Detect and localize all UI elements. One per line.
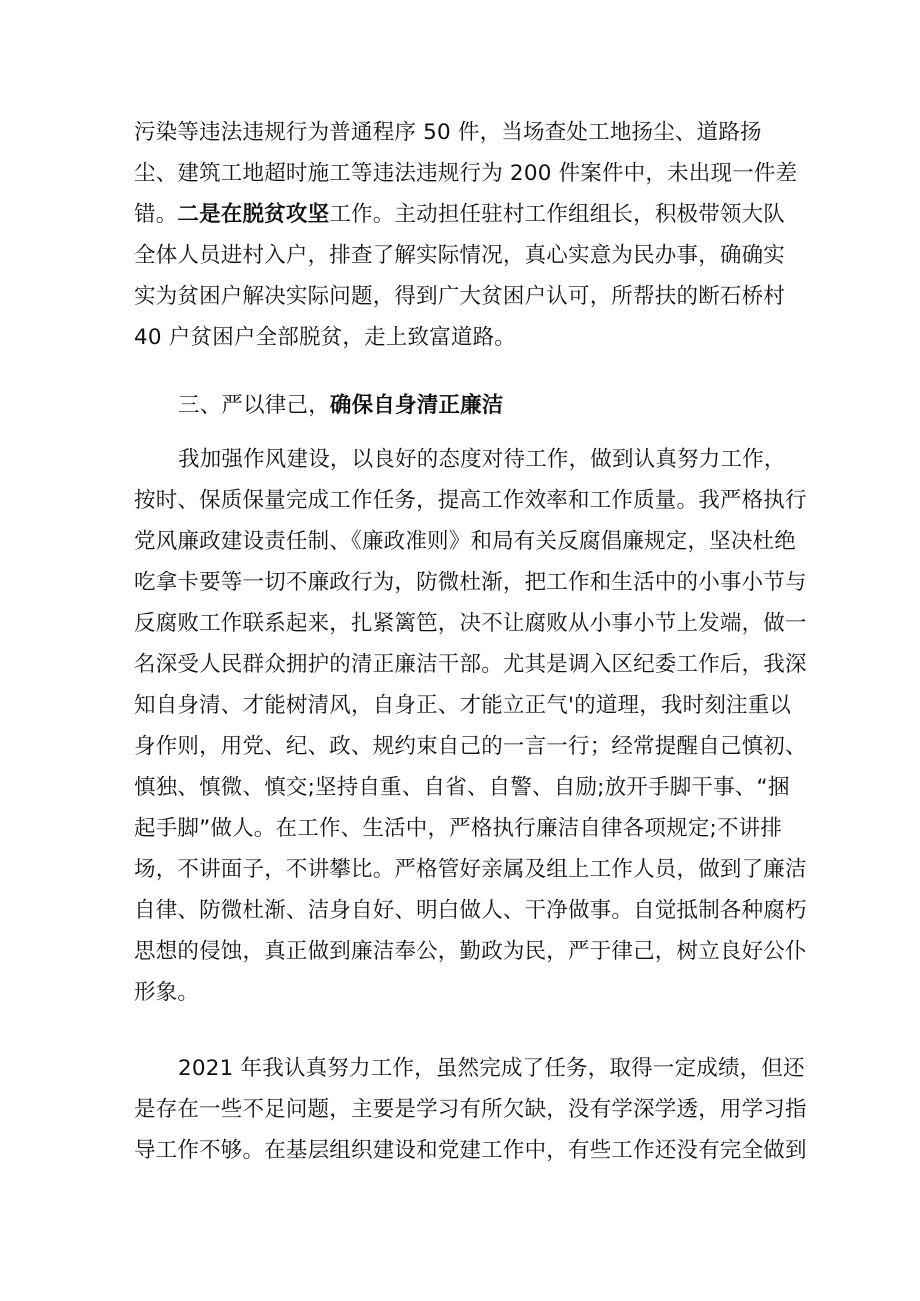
paragraph-line: 党风廉政建设责任制、《廉政准则》和局有关反腐倡廉规定，坚决杜绝 xyxy=(134,529,796,554)
paragraph-line: 是存在一些不足问题，主要是学习有所欠缺，没有学深学透，用学习指 xyxy=(134,1097,807,1122)
section-heading: 三、严以律己，确保自身清正廉洁 xyxy=(178,393,504,418)
bold-phrase: 二是在脱贫攻坚 xyxy=(177,202,330,227)
paragraph-line: 错。二是在脱贫攻坚工作。主动担任驻村工作组组长，积极带领大队 xyxy=(134,202,786,227)
paragraph-line: 场，不讲面子，不讲攀比。严格管好亲属及组上工作人员，做到了廉洁 xyxy=(134,857,807,882)
paragraph-line: 身作则，用党、纪、政、规约束自己的一言一行；经常提醒自己慎初、 xyxy=(134,734,807,759)
paragraph-line: 2021 年我认真努力工作，虽然完成了任务，取得一定成绩，但还 xyxy=(178,1056,805,1081)
paragraph-line: 名深受人民群众拥护的清正廉洁干部。尤其是调入区纪委工作后，我深 xyxy=(134,652,807,677)
paragraph-line: 导工作不够。在基层组织建设和党建工作中，有些工作还没有完全做到 xyxy=(134,1138,807,1163)
paragraph-line: 全体人员进村入户，排查了解实际情况，真心实意为民办事，确确实 xyxy=(134,243,786,268)
paragraph-line: 实为贫困户解决实际问题，得到广大贫困户认可，所帮扶的断石桥村 xyxy=(134,284,786,309)
paragraph-line: 自律、防微杜渐、洁身自好、明白做人、干净做事。自觉抵制各种腐朽 xyxy=(134,898,807,923)
paragraph-line: 吃拿卡要等一切不廉政行为，防微杜渐，把工作和生活中的小事小节与 xyxy=(134,570,807,595)
paragraph-line: 按时、保质保量完成工作任务，提高工作效率和工作质量。我严格执行 xyxy=(134,488,807,513)
paragraph-line: 污染等违法违规行为普通程序 50 件，当场查处工地扬尘、道路扬 xyxy=(134,120,762,145)
paragraph-line: 40 户贫困户全部脱贫，走上致富道路。 xyxy=(134,325,516,350)
paragraph-line: 我加强作风建设，以良好的态度对待工作，做到认真努力工作， xyxy=(178,447,786,472)
paragraph-line: 知自身清、才能树清风，自身正、才能立正气'的道理，我时刻注重以 xyxy=(134,693,792,718)
paragraph-line: 形象。 xyxy=(134,980,200,1005)
paragraph-line: 起手脚”做人。在工作、生活中，严格执行廉洁自律各项规定;不讲排 xyxy=(134,816,783,841)
paragraph-line: 慎独、慎微、慎交;坚持自重、自省、自警、自励;放开手脚干事、“捆 xyxy=(134,775,790,800)
paragraph-line: 反腐败工作联系起来，扎紧篱笆，决不让腐败从小事小节上发端，做一 xyxy=(134,611,807,636)
paragraph-line: 思想的侵蚀，真正做到廉洁奉公，勤政为民，严于律己，树立良好公仆 xyxy=(134,939,807,964)
bold-phrase: 确保自身清正廉洁 xyxy=(329,393,504,418)
paragraph-line: 尘、建筑工地超时施工等违法违规行为 200 件案件中，未出现一件差 xyxy=(134,161,798,186)
